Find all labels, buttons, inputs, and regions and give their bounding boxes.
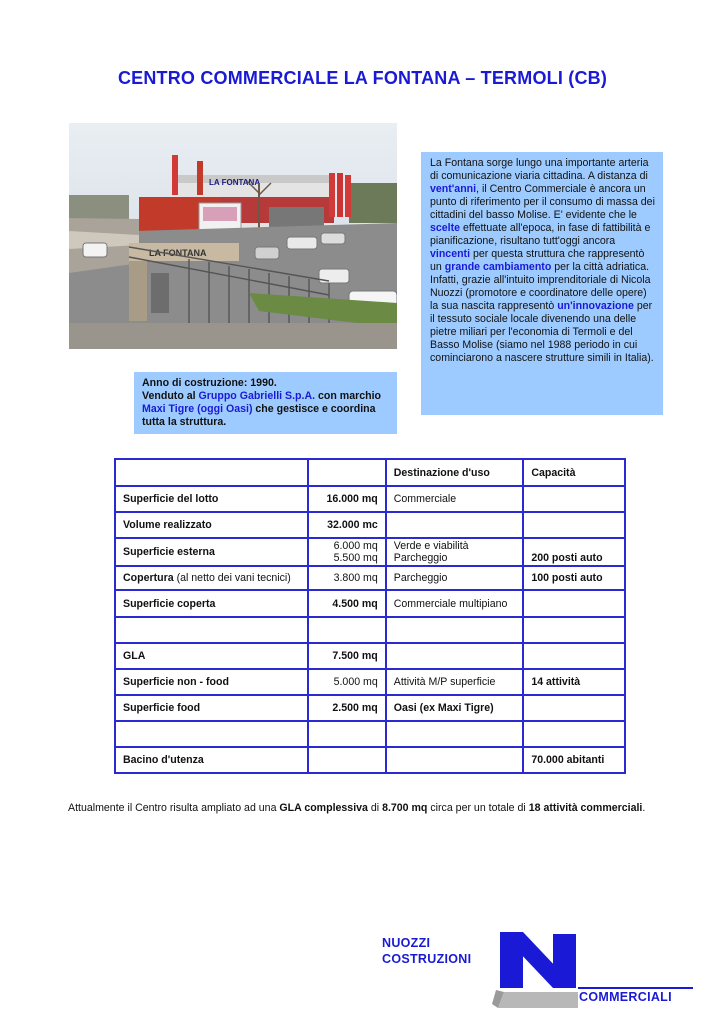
row-capacity: 70.000 abitanti	[523, 747, 625, 773]
row-use: Parcheggio	[386, 566, 524, 590]
header-value	[308, 459, 386, 486]
row-value-line: 5.500 mq	[333, 552, 378, 564]
row-use	[386, 617, 524, 643]
row-value: 7.500 mq	[308, 643, 386, 669]
row-value: 4.500 mq	[308, 590, 386, 617]
summary-bold: 8.700 mq	[382, 802, 428, 814]
row-capacity: 200 posti auto	[523, 538, 625, 566]
row-label: GLA	[115, 643, 308, 669]
summary-text: di	[367, 802, 383, 814]
row-capacity	[523, 721, 625, 747]
row-use: Commerciale multipiano	[386, 590, 524, 617]
row-capacity: 14 attività	[523, 669, 625, 695]
page-title: CENTRO COMMERCIALE LA FONTANA – TERMOLI (CB)	[117, 68, 608, 88]
row-use	[386, 643, 524, 669]
sale-info	[142, 390, 389, 429]
row-use: Oasi (ex Maxi Tigre)	[386, 695, 524, 721]
highlight-text: un'innovazione	[557, 300, 634, 312]
row-use	[386, 747, 524, 773]
row-value: 32.000 mc	[308, 512, 386, 538]
logo-line-1: NUOZZI	[382, 936, 431, 950]
row-value-line: 6.000 mq	[333, 540, 378, 552]
row-label-main: Copertura	[123, 572, 174, 584]
row-value	[308, 538, 386, 566]
row-label: Volume realizzato	[115, 512, 308, 538]
row-label	[115, 617, 308, 643]
table-row	[115, 538, 625, 566]
row-capacity	[523, 512, 625, 538]
summary-text: .	[642, 802, 646, 814]
description-box	[421, 152, 663, 415]
row-value: 3.800 mq	[308, 566, 386, 590]
summary-text: circa per un totale di	[427, 802, 529, 814]
row-use: Commerciale	[386, 486, 524, 512]
table-header-row	[115, 459, 625, 486]
row-use	[386, 538, 524, 566]
company-logo	[378, 930, 693, 1010]
row-value: 16.000 mq	[308, 486, 386, 512]
row-value: 2.500 mq	[308, 695, 386, 721]
logo-line-2: COSTRUZIONI	[382, 952, 472, 966]
description-text: La Fontana sorge lungo una importante arteria di comunicazione viaria cittadina. A distanza di	[430, 157, 649, 182]
highlight-text: vincenti	[430, 248, 471, 260]
row-value: 5.000 mq	[308, 669, 386, 695]
row-use-line: Parcheggio	[393, 552, 448, 564]
table-row	[115, 486, 625, 512]
row-capacity	[523, 695, 625, 721]
info-text: Venduto al	[142, 390, 199, 402]
row-label: Superficie del lotto	[115, 486, 308, 512]
table-row	[115, 721, 625, 747]
row-label: Superficie esterna	[115, 538, 308, 566]
summary-paragraph	[68, 798, 673, 819]
building-sign: LA FONTANA	[209, 178, 261, 187]
row-capacity	[523, 617, 625, 643]
table-row	[115, 566, 625, 590]
table-row	[115, 747, 625, 773]
description-text: per il tessuto sociale locale divenendo una delle pietre miliari per l'economia di Termoli e del Basso Molise (siamo nel 1988 periodo in cui cominciarono a nascere strutture simili in Italia).	[430, 300, 654, 364]
row-use-line: Verde e viabilità	[393, 540, 469, 552]
row-label: Superficie non - food	[115, 669, 308, 695]
highlight-text: grande cambiamento	[444, 261, 552, 273]
table-row	[115, 512, 625, 538]
info-box	[134, 372, 397, 434]
info-text: che gestisce e coordina tutta la struttura.	[142, 403, 376, 428]
description-text: , il Centro Commerciale è ancora un punto di riferimento per il consumo di massa dei cittadini del basso Molise. E' evidente che le	[430, 183, 655, 221]
summary-bold: GLA complessiva	[279, 802, 368, 814]
company-name: Gruppo Gabrielli S.p.A.	[198, 390, 316, 402]
brand-name: Maxi Tigre (oggi Oasi)	[142, 403, 253, 415]
row-capacity	[523, 486, 625, 512]
construction-year: Anno di costruzione: 1990.	[142, 377, 277, 389]
header-label	[115, 459, 308, 486]
wall-sign: LA FONTANA	[149, 248, 207, 258]
logo-line-3: COMMERCIALI	[579, 990, 672, 1004]
description-text: per questa struttura che rappresentò un	[430, 248, 645, 273]
row-label	[115, 721, 308, 747]
description-text: per la città adriatica. Infatti, grazie all'intuito imprenditoriale di Nicola Nuozzi (promotore e coordinatore delle opere) la sua nascita rappresentò	[430, 261, 651, 312]
row-capacity	[523, 643, 625, 669]
mall-photo	[69, 123, 397, 349]
row-value	[308, 721, 386, 747]
table-row	[115, 669, 625, 695]
data-table	[114, 458, 626, 774]
summary-text: Attualmente il Centro risulta ampliato ad una	[68, 802, 280, 814]
info-text: con marchio	[315, 390, 381, 402]
header-use: Destinazione d'uso	[386, 459, 524, 486]
row-label-note: (al netto dei vani tecnici)	[173, 572, 291, 584]
row-use: Attività M/P superficie	[386, 669, 524, 695]
table-row	[115, 695, 625, 721]
row-label: Superficie coperta	[115, 590, 308, 617]
row-label	[115, 566, 308, 590]
row-use	[386, 512, 524, 538]
row-use	[386, 721, 524, 747]
table-row	[115, 643, 625, 669]
row-label: Superficie food	[115, 695, 308, 721]
row-capacity	[523, 590, 625, 617]
description-text: effettuate all'epoca, in fase di fattibilità e pianificazione, risultano tutt'oggi ancora	[430, 222, 651, 247]
row-capacity: 100 posti auto	[523, 566, 625, 590]
highlight-text: vent'anni	[430, 183, 477, 195]
header-capacity: Capacità	[523, 459, 625, 486]
summary-bold: 18 attività commerciali	[528, 802, 643, 814]
row-value	[308, 617, 386, 643]
row-value	[308, 747, 386, 773]
row-label: Bacino d'utenza	[115, 747, 308, 773]
highlight-text: scelte	[430, 222, 461, 234]
table-row	[115, 617, 625, 643]
table-row	[115, 590, 625, 617]
